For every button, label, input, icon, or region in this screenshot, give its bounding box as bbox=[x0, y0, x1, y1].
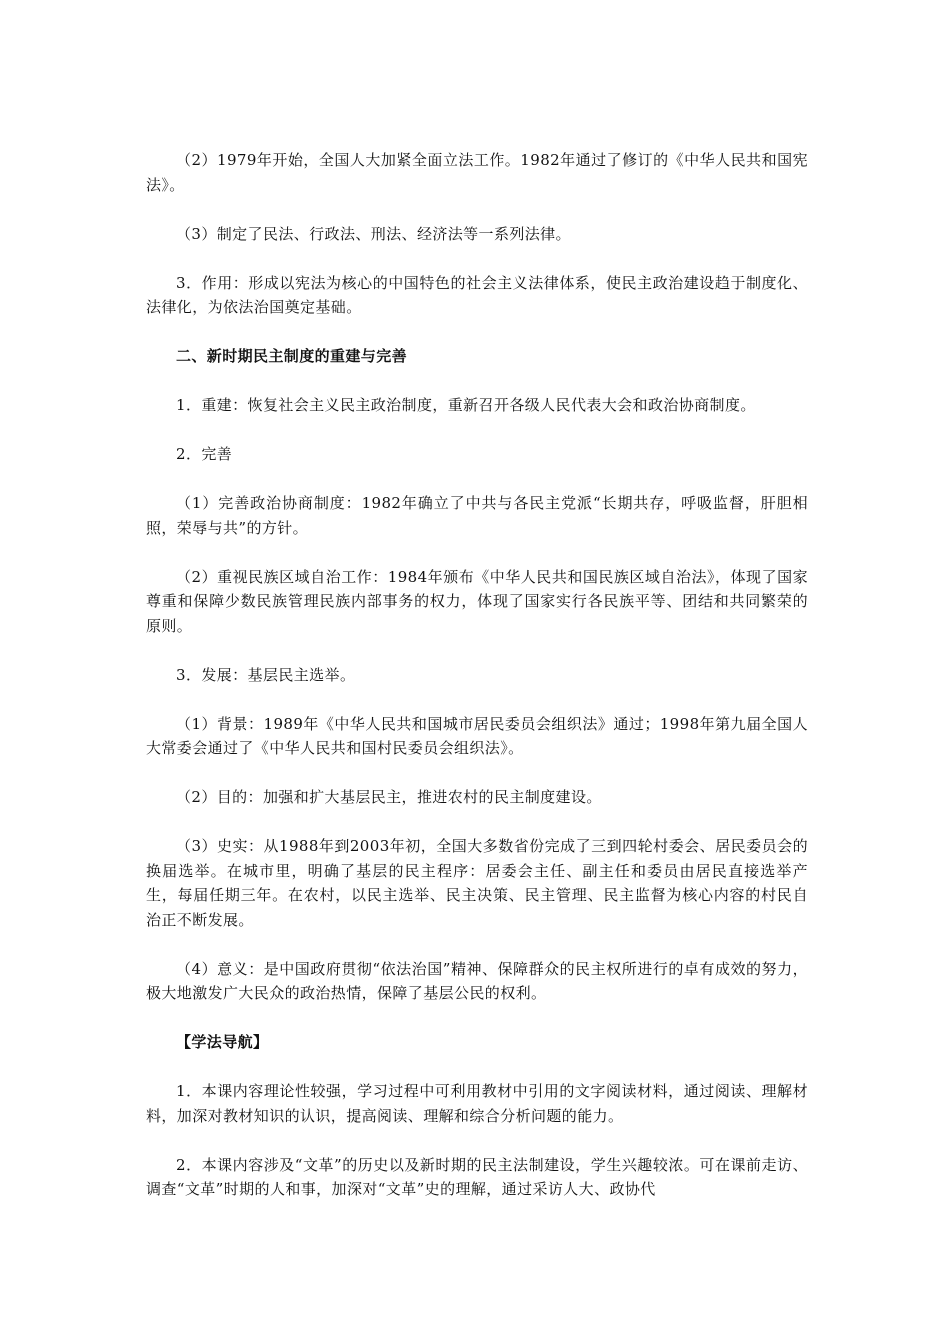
section-heading-study-guide: 【学法导航】 bbox=[176, 1033, 269, 1051]
paragraph-facts: （3）史实：从1988年到2003年初，全国大多数省份完成了三到四轮村委会、居民委员会的换届选举。在城市里，明确了基层的民主程序：居委会主任、副主任和委员由居民直接选举产生，每届任期三年。在农村，以民主选举、民主决策、民主管理、民主监督为核心内容的村民自治正不断发展。 bbox=[146, 837, 808, 929]
paragraph-significance: （4）意义：是中国政府贯彻“依法治国”精神、保障群众的民主权所进行的卓有成效的努力，极大地激发广大民众的政治热情，保障了基层公民的权利。 bbox=[146, 959, 808, 1002]
paragraph-study-tip-1: 1．本课内容理论性较强，学习过程中可利用教材中引用的文字阅读材料，通过阅读、理解材料，加深对教材知识的认识，提高阅读、理解和综合分析问题的能力。 bbox=[146, 1082, 808, 1125]
document-page bbox=[146, 148, 808, 1226]
paragraph-rebuild: 1．重建：恢复社会主义民主政治制度，重新召开各级人民代表大会和政治协商制度。 bbox=[176, 396, 756, 414]
paragraph-purpose: （2）目的：加强和扩大基层民主，推进农村的民主制度建设。 bbox=[176, 788, 602, 806]
paragraph-function: 3．作用：形成以宪法为核心的中国特色的社会主义法律体系，使民主政治建设趋于制度化、法律化，为依法治国奠定基础。 bbox=[146, 273, 808, 316]
paragraph-background: （1）背景：1989年《中华人民共和国城市居民委员会组织法》通过；1998年第九届全国人大常委会通过了《中华人民共和国村民委员会组织法》。 bbox=[146, 714, 808, 757]
paragraph-development: 3．发展：基层民主选举。 bbox=[176, 665, 356, 684]
paragraph-regional-autonomy: （2）重视民族区域自治工作：1984年颁布《中华人民共和国民族区域自治法》，体现了国家尊重和保障少数民族管理民族内部事务的权力，体现了国家实行各民族平等、团结和共同繁荣的原则。 bbox=[146, 567, 808, 635]
paragraph-laws-enacted: （3）制定了民法、行政法、刑法、经济法等一系列法律。 bbox=[176, 224, 571, 243]
paragraph-improve: 2．完善 bbox=[176, 445, 233, 463]
paragraph-political-consultation: （1）完善政治协商制度：1982年确立了中共与各民主党派“长期共存，呼吸监督，肝胆相照，荣辱与共”的方针。 bbox=[146, 494, 808, 537]
paragraph-legislation-1979: （2）1979年开始，全国人大加紧全面立法工作。1982年通过了修订的《中华人民共和国宪法》。 bbox=[146, 151, 808, 194]
section-heading-democracy: 二、新时期民主制度的重建与完善 bbox=[176, 347, 408, 365]
paragraph-study-tip-2: 2．本课内容涉及“文革”的历史以及新时期的民主法制建设，学生兴趣较浓。可在课前走访、调查“文革”时期的人和事，加深对“文革”史的理解，通过采访人大、政协代 bbox=[146, 1155, 808, 1198]
